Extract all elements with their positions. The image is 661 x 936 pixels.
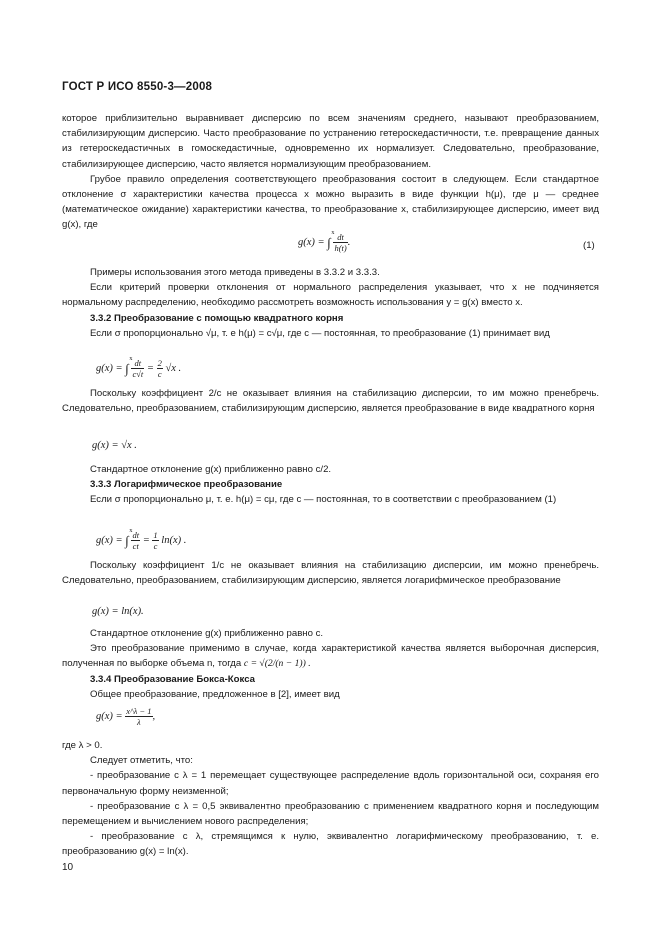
paragraph: Следует отметить, что: [90,755,193,767]
formula-5: g(x) = ln(x). [92,606,144,617]
formula-2: g(x) = ∫ x $\frac{dt}{c√t}$ = $\frac{2}{c}$ √x . [96,354,182,379]
text-block-1 [62,111,599,233]
formula-6: c = √(2/(n − 1)) . [243,658,311,670]
formula-number: (1) [583,240,595,251]
paragraph: Грубое правило определения соответствующего преобразования состоит в следующем. Если стандартное отклонение σ характеристики качества процесса x можно выразить в виде функции h(μ), где μ — среднее (математическое ожидание) характеристики качества, то преобразование x, стабилизирующее дисперсию, имеет вид g(x), где [62,173,599,231]
page-number: 10 [62,862,74,873]
formula-4: g(x) = ∫ x $\frac{dt}{ct}$ = $\frac{1}{c}$ ln(x) . [96,526,187,551]
formula-7: g(x) = $\frac{x\^{}\lambda - 1}{\lambda}$ , [96,706,156,727]
paragraph: Поскольку коэффициент 1/c не оказывает влияния на стабилизацию дисперсии, им можно пренебречь. Следовательно, преобразованием, стабилизирующим дисперсию, является логарифмическое преобразование [62,560,599,587]
text-block-6 [62,626,599,702]
section-heading: 3.3.4 Преобразование Бокса-Кокса [90,673,255,685]
paragraph: Стандартное отклонение g(x) приближенно равно c/2. [90,464,332,475]
text-block-5 [62,558,599,588]
text-block-2 [62,265,599,341]
formula-1: g(x) = ∫ x $\frac{dt}{h(t)}$ . [298,228,351,253]
paragraph: Если σ пропорционально √μ, т. е h(μ) = c√μ, где c — постоянная, то преобразование (1) принимает вид [90,327,550,339]
paragraph: Это преобразование применимо в случае, когда характеристикой качества является выборочная дисперсия, полученная по выборке объема n, тогда c = √(2/(n − 1)) . [62,643,599,670]
paragraph: которое приблизительно выравнивает дисперсию по всем значениям среднего, называют преобразованием, стабилизирующим дисперсию. Часто преобразование по устранению гетероскедастичности, т.е. превращение данных из гетероскедастичных в гомоскедастичные, одновременно их нормализует. Следовательно, преобразование, стабилизирующее дисперсию, часто является нормализующим преобразованием. [62,113,599,170]
paragraph: Общее преобразование, предложенное в [2], имеет вид [90,688,340,700]
text-block-7 [62,738,599,860]
paragraph: где λ > 0. [62,740,103,751]
paragraph: Поскольку коэффициент 2/c не оказывает влияния на стабилизацию дисперсии, то им можно пренебречь. Следовательно, преобразованием, стабилизирующим дисперсию, является преобразование в виде квадратного корня [62,388,599,415]
list-item: - преобразование с λ = 0,5 эквивалентно преобразованию с применением квадратного корня и последующим перемещением и вычислением нового распределения; [62,800,599,828]
section-heading: 3.3.3 Логарифмическое преобразование [90,479,283,491]
formula-3: g(x) = √x . [92,440,137,451]
section-heading: 3.3.2 Преобразование с помощью квадратного корня [90,312,344,324]
text-block-3 [62,386,599,416]
paragraph: Если σ пропорционально μ, т. е. h(μ) = cμ, где c — постоянная, то в соответствии с преобразованием (1) [90,494,557,506]
paragraph: Стандартное отклонение g(x) приближенно равно c. [90,628,324,639]
text-block-4 [62,462,599,508]
document-header: ГОСТ Р ИСО 8550-3—2008 [62,81,213,93]
list-item: - преобразование с λ = 1 перемещает существующее распределение вдоль горизонтальной оси, сохраняя его первоначальную форму неизменной; [62,770,599,797]
list-item: - преобразование с λ, стремящимся к нулю, эквивалентно логарифмическому преобразованию, т. е. преобразованию g(x) = ln(x). [62,831,599,858]
paragraph: Если критерий проверки отклонения от нормального распределения указывает, что x не подчиняется нормальному распределению, необходимо рассмотреть возможность использования y = g(x) вместо x. [62,282,599,309]
paragraph: Примеры использования этого метода приведены в 3.3.2 и 3.3.3. [90,267,380,278]
